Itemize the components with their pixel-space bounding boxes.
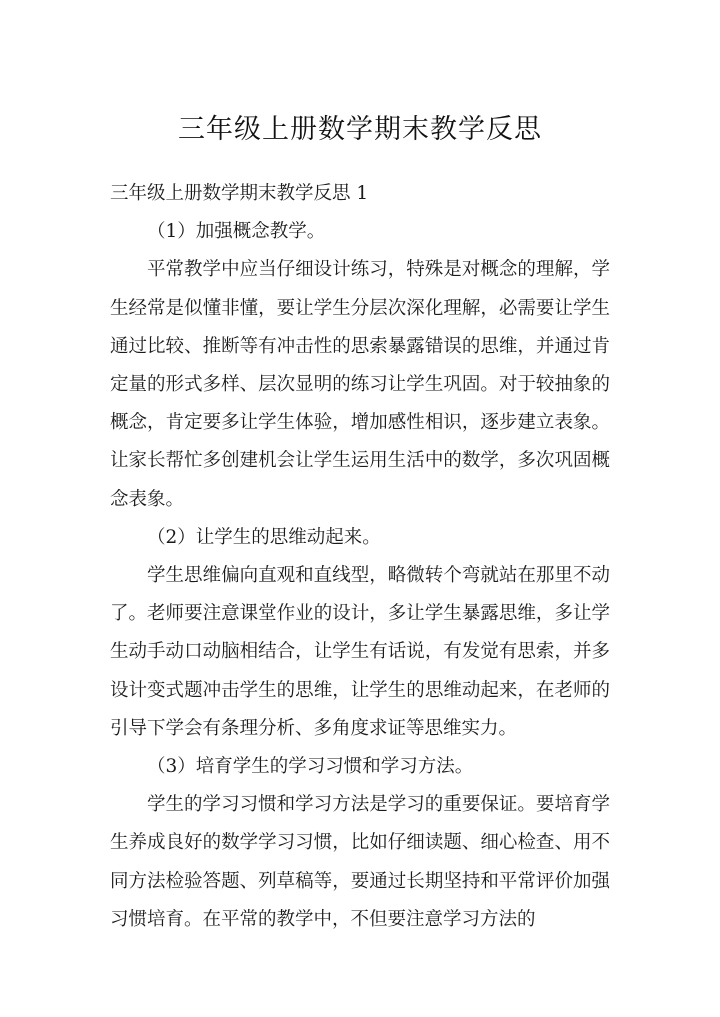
item-heading-2: （2）让学生的思维动起来。	[147, 526, 381, 548]
item-heading-1: （1）加强概念教学。	[147, 221, 326, 243]
document-title: 三年级上册数学期末教学反思	[178, 114, 542, 145]
paragraph-3: 学生的学习习惯和学习方法是学习的重要保证。要培育学生养成良好的数学学习习惯，比如仔细读题、细心检查、用不同方法检验答题、列草稿等，要通过长期坚持和平常评价加强习惯培育。在平常的教学中，不但要注意学习方法的	[110, 794, 610, 930]
section-heading: 三年级上册数学期末教学反思 1	[110, 183, 369, 204]
paragraph-2: 学生思维偏向直观和直线型，略微转个弯就站在那里不动了。老师要注意课堂作业的设计，多让学生暴露思维，多让学生动手动口动脑相结合，让学生有话说，有发觉有思索，并多设计变式题冲击学生的思维，让学生的思维动起来，在老师的引导下学会有条理分析、多角度求证等思维实力。	[110, 565, 610, 739]
paragraph-1: 平常教学中应当仔细设计练习，特殊是对概念的理解，学生经常是似懂非懂，要让学生分层次深化理解，必需要让学生通过比较、推断等有冲击性的思索暴露错误的思维，并通过肯定量的形式多样、层次显明的练习让学生巩固。对于较抽象的概念，肯定要多让学生体验，增加感性相识，逐步建立表象。让家长帮忙多创建机会让学生运用生活中的数学，多次巩固概念表象。	[110, 259, 610, 510]
document-body	[110, 175, 610, 939]
item-heading-3: （3）培育学生的学习习惯和学习方法。	[147, 756, 474, 778]
